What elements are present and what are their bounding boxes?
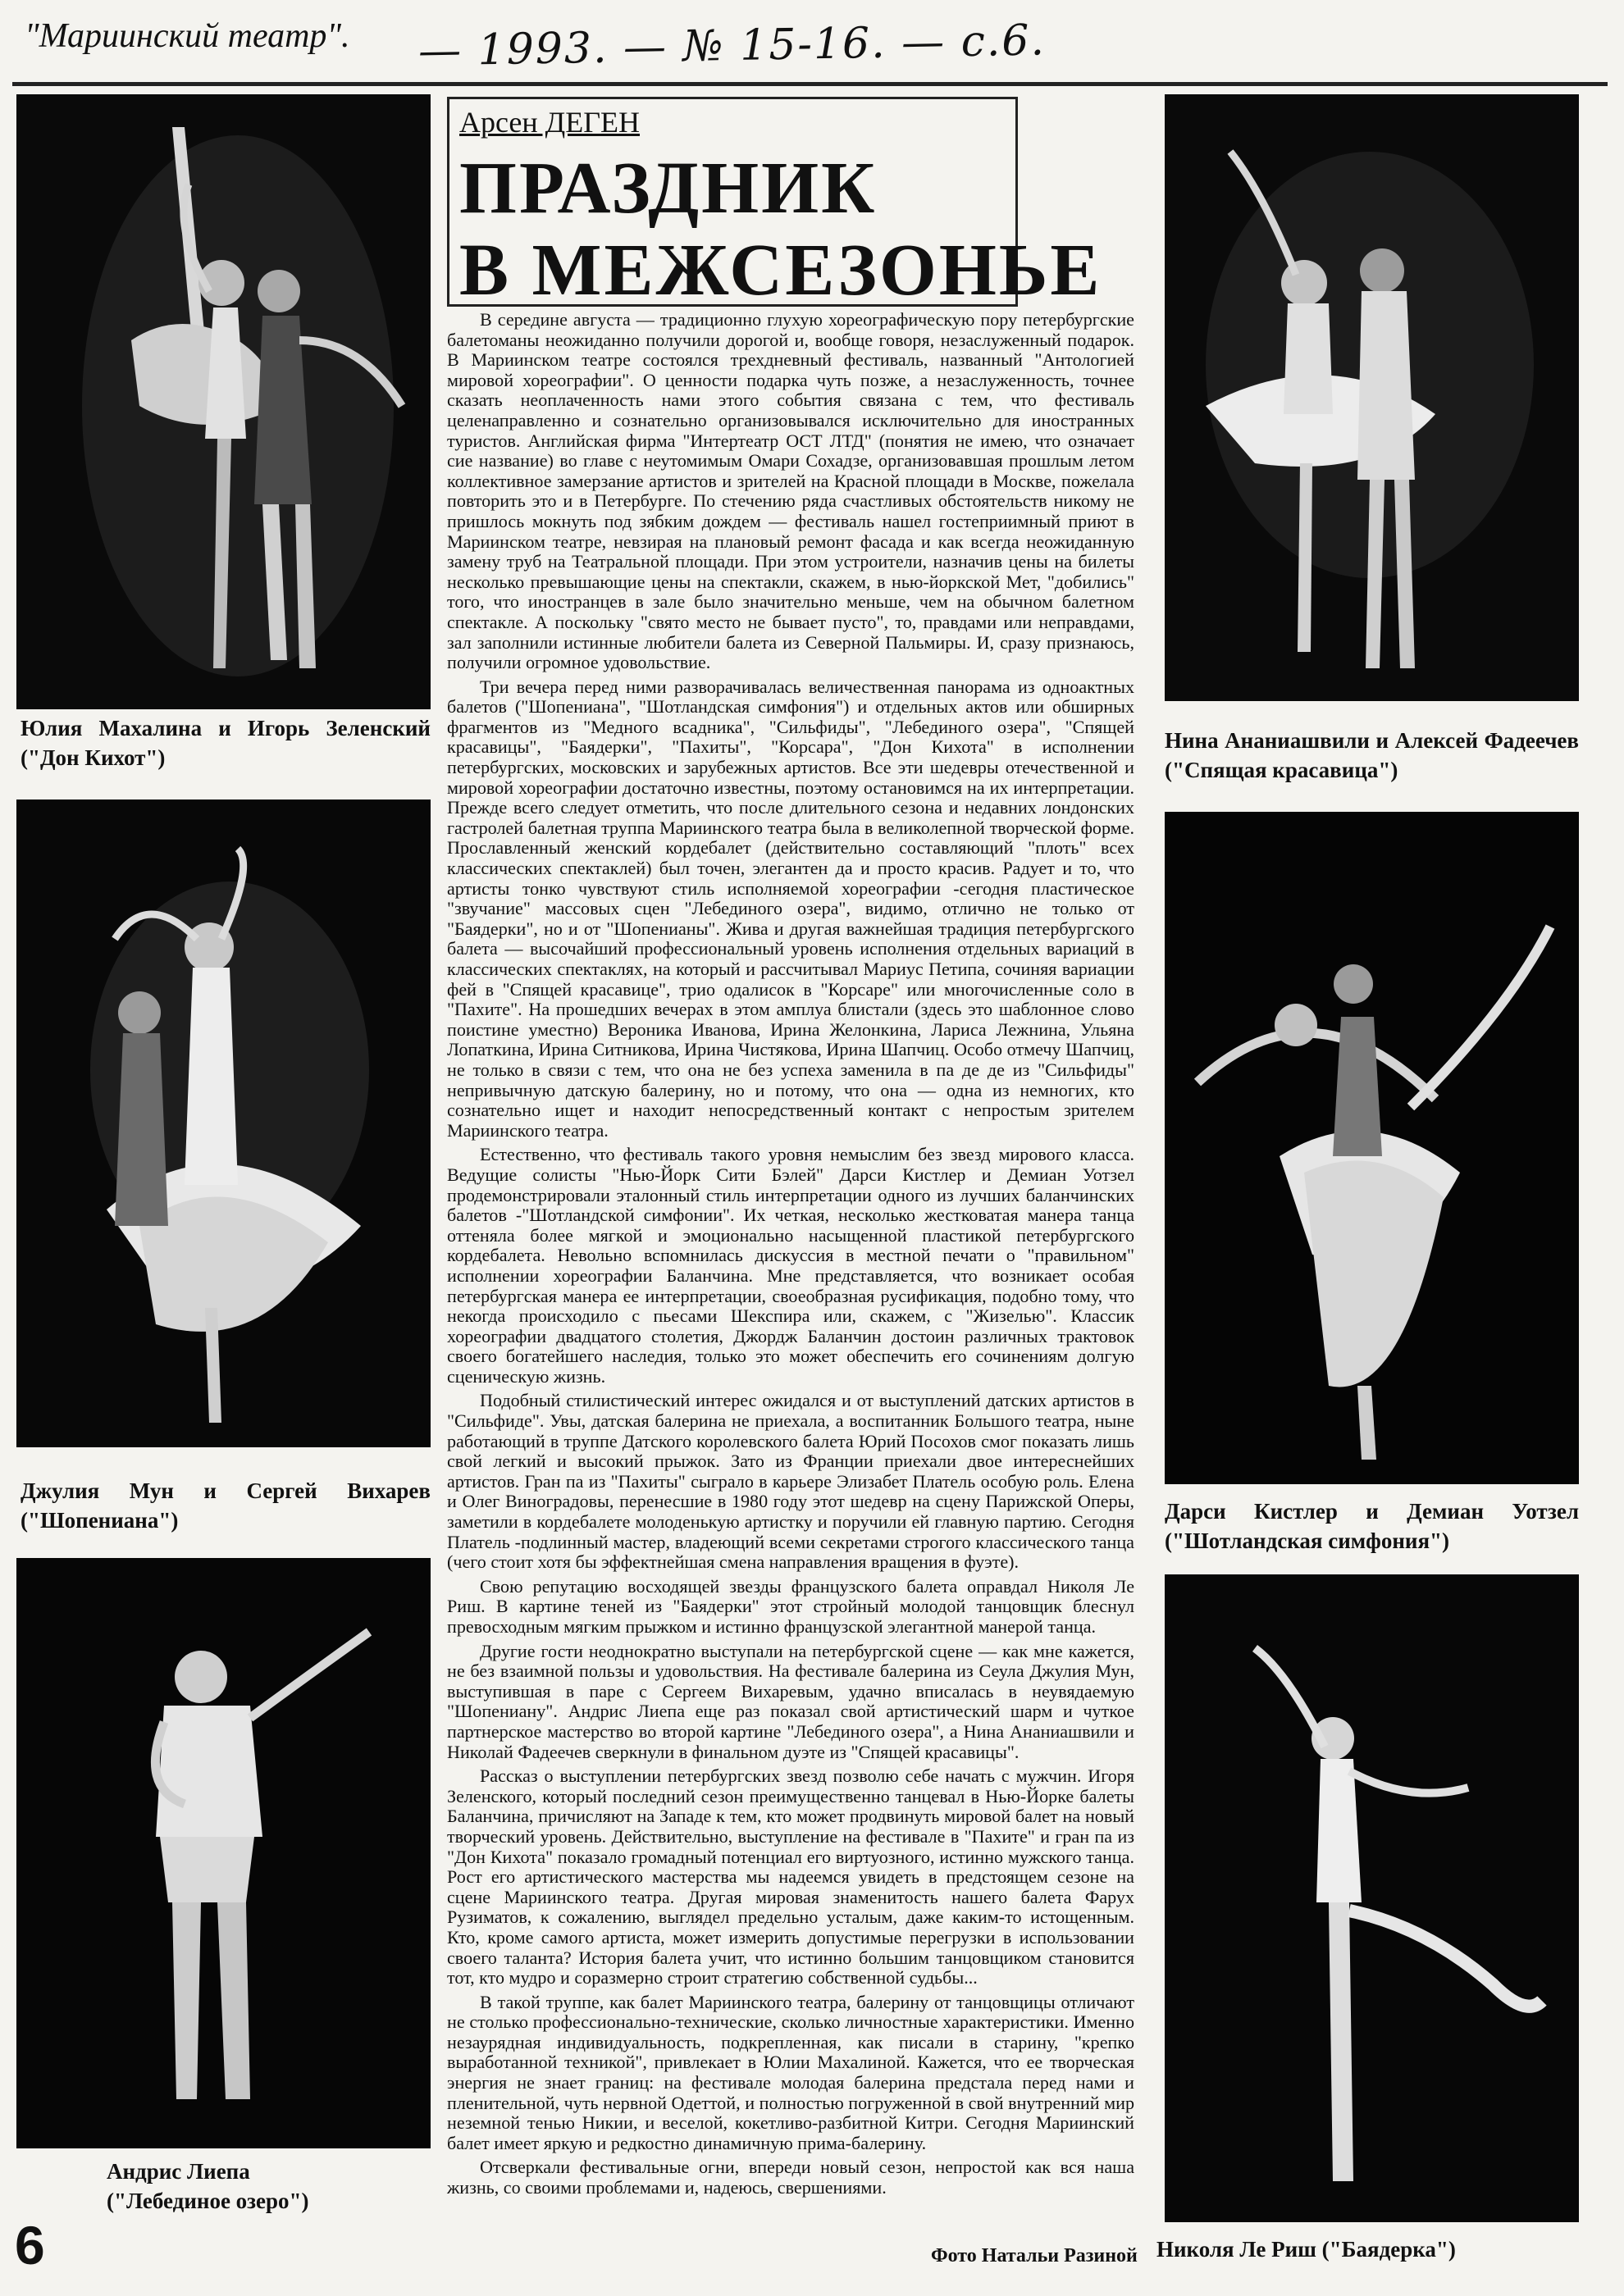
title-line-2: В МЕЖСЕЗОНЬЕ (459, 230, 1102, 311)
caption-chopiniana: Джулия Мун и Сергей Вихарев ("Шопениана") (21, 1478, 431, 1533)
caption-swan-lake-1: Андрис Лиепа (107, 2159, 250, 2184)
photo-chopiniana (16, 800, 431, 1447)
publication-name: "Мариинский театр". (25, 17, 350, 55)
article-author: Арсен ДЕГЕН (459, 106, 641, 139)
title-line-1: ПРАЗДНИК (459, 148, 878, 229)
caption-la-bayadere: Николя Ле Риш ("Баядерка") (1156, 2237, 1456, 2262)
paragraph: Естественно, что фестиваль такого уровня немыслим без звезд мирового класса. Ведущие солисты "Нью-Йорк Сити Бэлей" Дарси Кистлер и Демиан Уотзел продемонстрировали эталонный стиль интерпретации одного из лучших баланчинских балетов -"Шотландской симфонии". Их четкая, несколько жестковатая манера танца оттеняла более мягкой и эмоционально насыщенной пластикой петербургского кордебалета. Невольно вспомнилась дискуссия в местной печати о "правильном" исполнении хореографии Баланчина. Мне представляется, что возникает особая петербургская манера ее интерпретации, своеобразная русификация, подобно тому, что некогда происходило с пьесами Шекспира или, скажем, с "Жизелью". Классик хореографии двадцатого столетия, Джордж Баланчин достоин различных трактовок своего богатейшего наследия, только это может обеспечить его сочинениям долгую сценическую жизнь. (447, 1144, 1134, 1387)
paragraph: Отсверкали фестивальные огни, впереди новый сезон, непростой как вся наша жизнь, со своими проблемами и, надеюсь, свершениями. (447, 2157, 1134, 2198)
caption-sleeping-beauty: Нина Ананиашвили и Алексей Фадеечев ("Спящая красавица") (1165, 728, 1579, 782)
paragraph: Три вечера перед ними разворачивалась величественная панорама из одноактных балетов ("Шопениана", "Шотландская симфония") и отдельных актов или обширных фрагментов из "Медного всадника", "Сильфиды", "Лебединого озера", "Спящей красавицы", "Баядерки", "Пахиты", "Корсара", "Дон Кихота" в исполнении петербургских, московских и зарубежных артистов. Все эти шедевры отечественной и мировой хореографии достаточно известны, поэтому остановимся на их интерпретации. Прежде всего следует отметить, что после длительного сезона и недавних лондонских гастролей балетная труппа Мариинского театра была в великолепной творческой форме. Прославленный женский кордебалет (действительно составляющий "плоть" всех классических спектаклей) был точен, элегантен да и просто красив. Радует и то, что артисты тонко чувствуют стиль исполняемой хореографии -сегодня пластическое "звучание" массовых сцен "Лебединого озера", видимо, отлично не только от "Баядерки", но и от "Шопенианы". Жива и другая важнейшая традиция петербургского балета — высочайший профессиональный уровень исполнения отдельных вариаций в классических спектаклях, на который и рассчитывал Мариус Петипа, сочиняя вариации фей в "Спящей красавице", трио одалисок в "Корсаре" или многочисленные соло в "Пахите". На прошедших вечерах в этом амплуа блистали (здесь это шаблонное слово поистине уместно) Вероника Иванова, Ирина Желонкина, Лариса Лежнина, Ульяна Лопаткина, Ирина Ситникова, Ирина Чистякова, Ирина Шапчиц. Особо отмечу Шапчиц, не только в связи с тем, что она не без успеха заменила в па де де из "Сильфиды" непривычную датскую балерину, но и потому, что она — одна из немногих, кто сознательно ищет и находит непосредственный контакт с непростым зрителем Мариинского театра. (447, 676, 1134, 1141)
caption-scotch-symphony: Дарси Кистлер и Демиан Уотзел ("Шотландская симфония") (1165, 1499, 1579, 1553)
page-number: 6 (15, 2215, 45, 2276)
photo-don-quixote (16, 94, 431, 709)
photo-sleeping-beauty (1165, 94, 1579, 701)
article-title (459, 148, 1102, 312)
paragraph: Подобный стилистический интерес ожидался и от выступлений датских артистов в "Сильфиде". Увы, датская балерина не приехала, а воспитанник Большого театра, ныне работающий в труппе Датского королевского балета Юрий Посохов смог показать лишь свой легкий и высокий прыжок. Зато из Франции приехали двое интереснейших артистов. Гран па из "Пахиты" сыграло в карьере Элизабет Платель особую роль. Елена и Олег Виноградовы, перенесшие в 1980 году этот шедевр на сцену Парижской Оперы, заметили в кордебалете молоденькую артистку и поручили ей главную партию. Сегодня Платель -подлинный мастер, владеющий всеми секретами строгого классического танца (чего стоит хотя бы эффектнейшая смена направления вращения в фуэте). (447, 1390, 1134, 1573)
photo-credit: Фото Натальи Разиной (931, 2245, 1138, 2266)
paragraph: Свою репутацию восходящей звезды французского балета оправдал Николя Ле Риш. В картине теней из "Баядерки" этот стройный молодой танцовщик блеснул превосходным мягким прыжком и истинно французской элегантной манерой танца. (447, 1575, 1134, 1637)
caption-swan-lake-2: ("Лебединое озеро") (107, 2189, 309, 2213)
header-rule (12, 82, 1608, 86)
paragraph: Другие гости неоднократно выступали на петербургской сцене — как мне кажется, не без взаимной пользы и удовольствия. На фестивале балерина из Сеула Джулия Мун, выступившая в паре с Сергеем Вихаревым, удачно вписалась в неувядаемую "Шопениану". Андрис Лиепа еще раз показал свой артистический шарм и чуткое партнерское мастерство во второй картине "Лебединого озера", а Нина Ананиашвили и Николай Фадеечев сверкнули в финальном дуэте из "Спящей красавицы". (447, 1640, 1134, 1762)
paragraph: В такой труппе, как балет Мариинского театра, балерину от танцовщицы отличают не столько профессионально-технические, сколько личностные характеристики. Именно незаурядная индивидуальность, подкрепленная, как писали в старину, "крепко выработанной техникой", привлекает в Юлии Махалиной. Кажется, что ее творческая энергия не знает границ: на фестивале молодая балерина предстала перед нами и пленительной, чуть нервной Одеттой, и полностью погруженной в свой внутренний мир неземной тенью Никии, и веселой, кокетливо-разбитной Китри. Сегодня Мариинский балет имеет яркую и редкостно динамичную прима-балерину. (447, 1991, 1134, 2153)
photo-la-bayadere (1165, 1574, 1579, 2222)
photo-scotch-symphony (1165, 812, 1579, 1484)
caption-don-quixote: Юлия Махалина и Игорь Зеленский ("Дон Кихот") (21, 716, 431, 770)
article-body (447, 309, 1134, 2198)
photo-swan-lake (16, 1558, 431, 2148)
paragraph: Рассказ о выступлении петербургских звезд позволю себе начать с мужчин. Игоря Зеленского, который последний сезон преимущественно танцевал в Нью-Йорке балеты Баланчина, причисляют на Западе к тем, кто может продвинуть мировой балет на новый творческий уровень. Действительно, выступление на фестивале в "Пахите" и гран па из "Дон Кихота" показало громадный потенциал его виртуозного, истинно мужского танца. Рост его артистического мастерства мы надеемся увидеть в предстоящем сезоне на сцене Мариинского театра. Другая мировая знаменитость нашего балета Фарух Рузиматов, к сожалению, выглядел предельно усталым, даже каким-то истощенным. Кто, кроме самого артиста, может измерить допустимые перегрузки в использовании своего таланта? История балета учит, что истинно большим танцовщиком становится тот, кто мудро и соразмерно строит стратегию собственной судьбы... (447, 1765, 1134, 1988)
handwritten-note: — 1993. — № 15-16. — с.6. (417, 16, 1047, 76)
paragraph: В середине августа — традиционно глухую хореографическую пору петербургские балетоманы неожиданно получили дорогой и, вообще говоря, незаслуженный подарок. В Мариинском театре состоялся трехдневный фестиваль, названный "Антологией мировой хореографии". О ценности подарка чуть позже, а незаслуженность, точнее сказать неоплаченность нами этого события связана с тем, что фестиваль целенаправленно и сознательно организовывался исключительно для иностранных туристов. Английская фирма "Интертеатр ОСТ ЛТД" (понятия не имею, что означает сие название) во главе с неутомимым Омари Сохадзе, организовавшая прошлым летом коллективное замерзание артистов и зрителей на Красной площади в Москве, пожелала повторить это и в Петербурге. По стечению ряда счастливых обстоятельств никому не пришлось мокнуть под зябким дождем — фестиваль нашел гостеприимный приют в Мариинском театре, невзирая на плановый ремонт фасада и как всегда неожиданную замену труб на Театральной площади. При этом устроители, назначив цены на билеты несколько превышающие цены на спектакли, скажем, в нью-йоркской Мет, "добились" того, что иностранцев в зале было значительно меньше, чем на обычном балетном спектакле. А поскольку "свято место не бывает пусто", то, правдами или неправдами, зал заполнили истинные любители балета из Северной Пальмиры. И, сразу признаюсь, получили огромное удовольствие. (447, 309, 1134, 673)
